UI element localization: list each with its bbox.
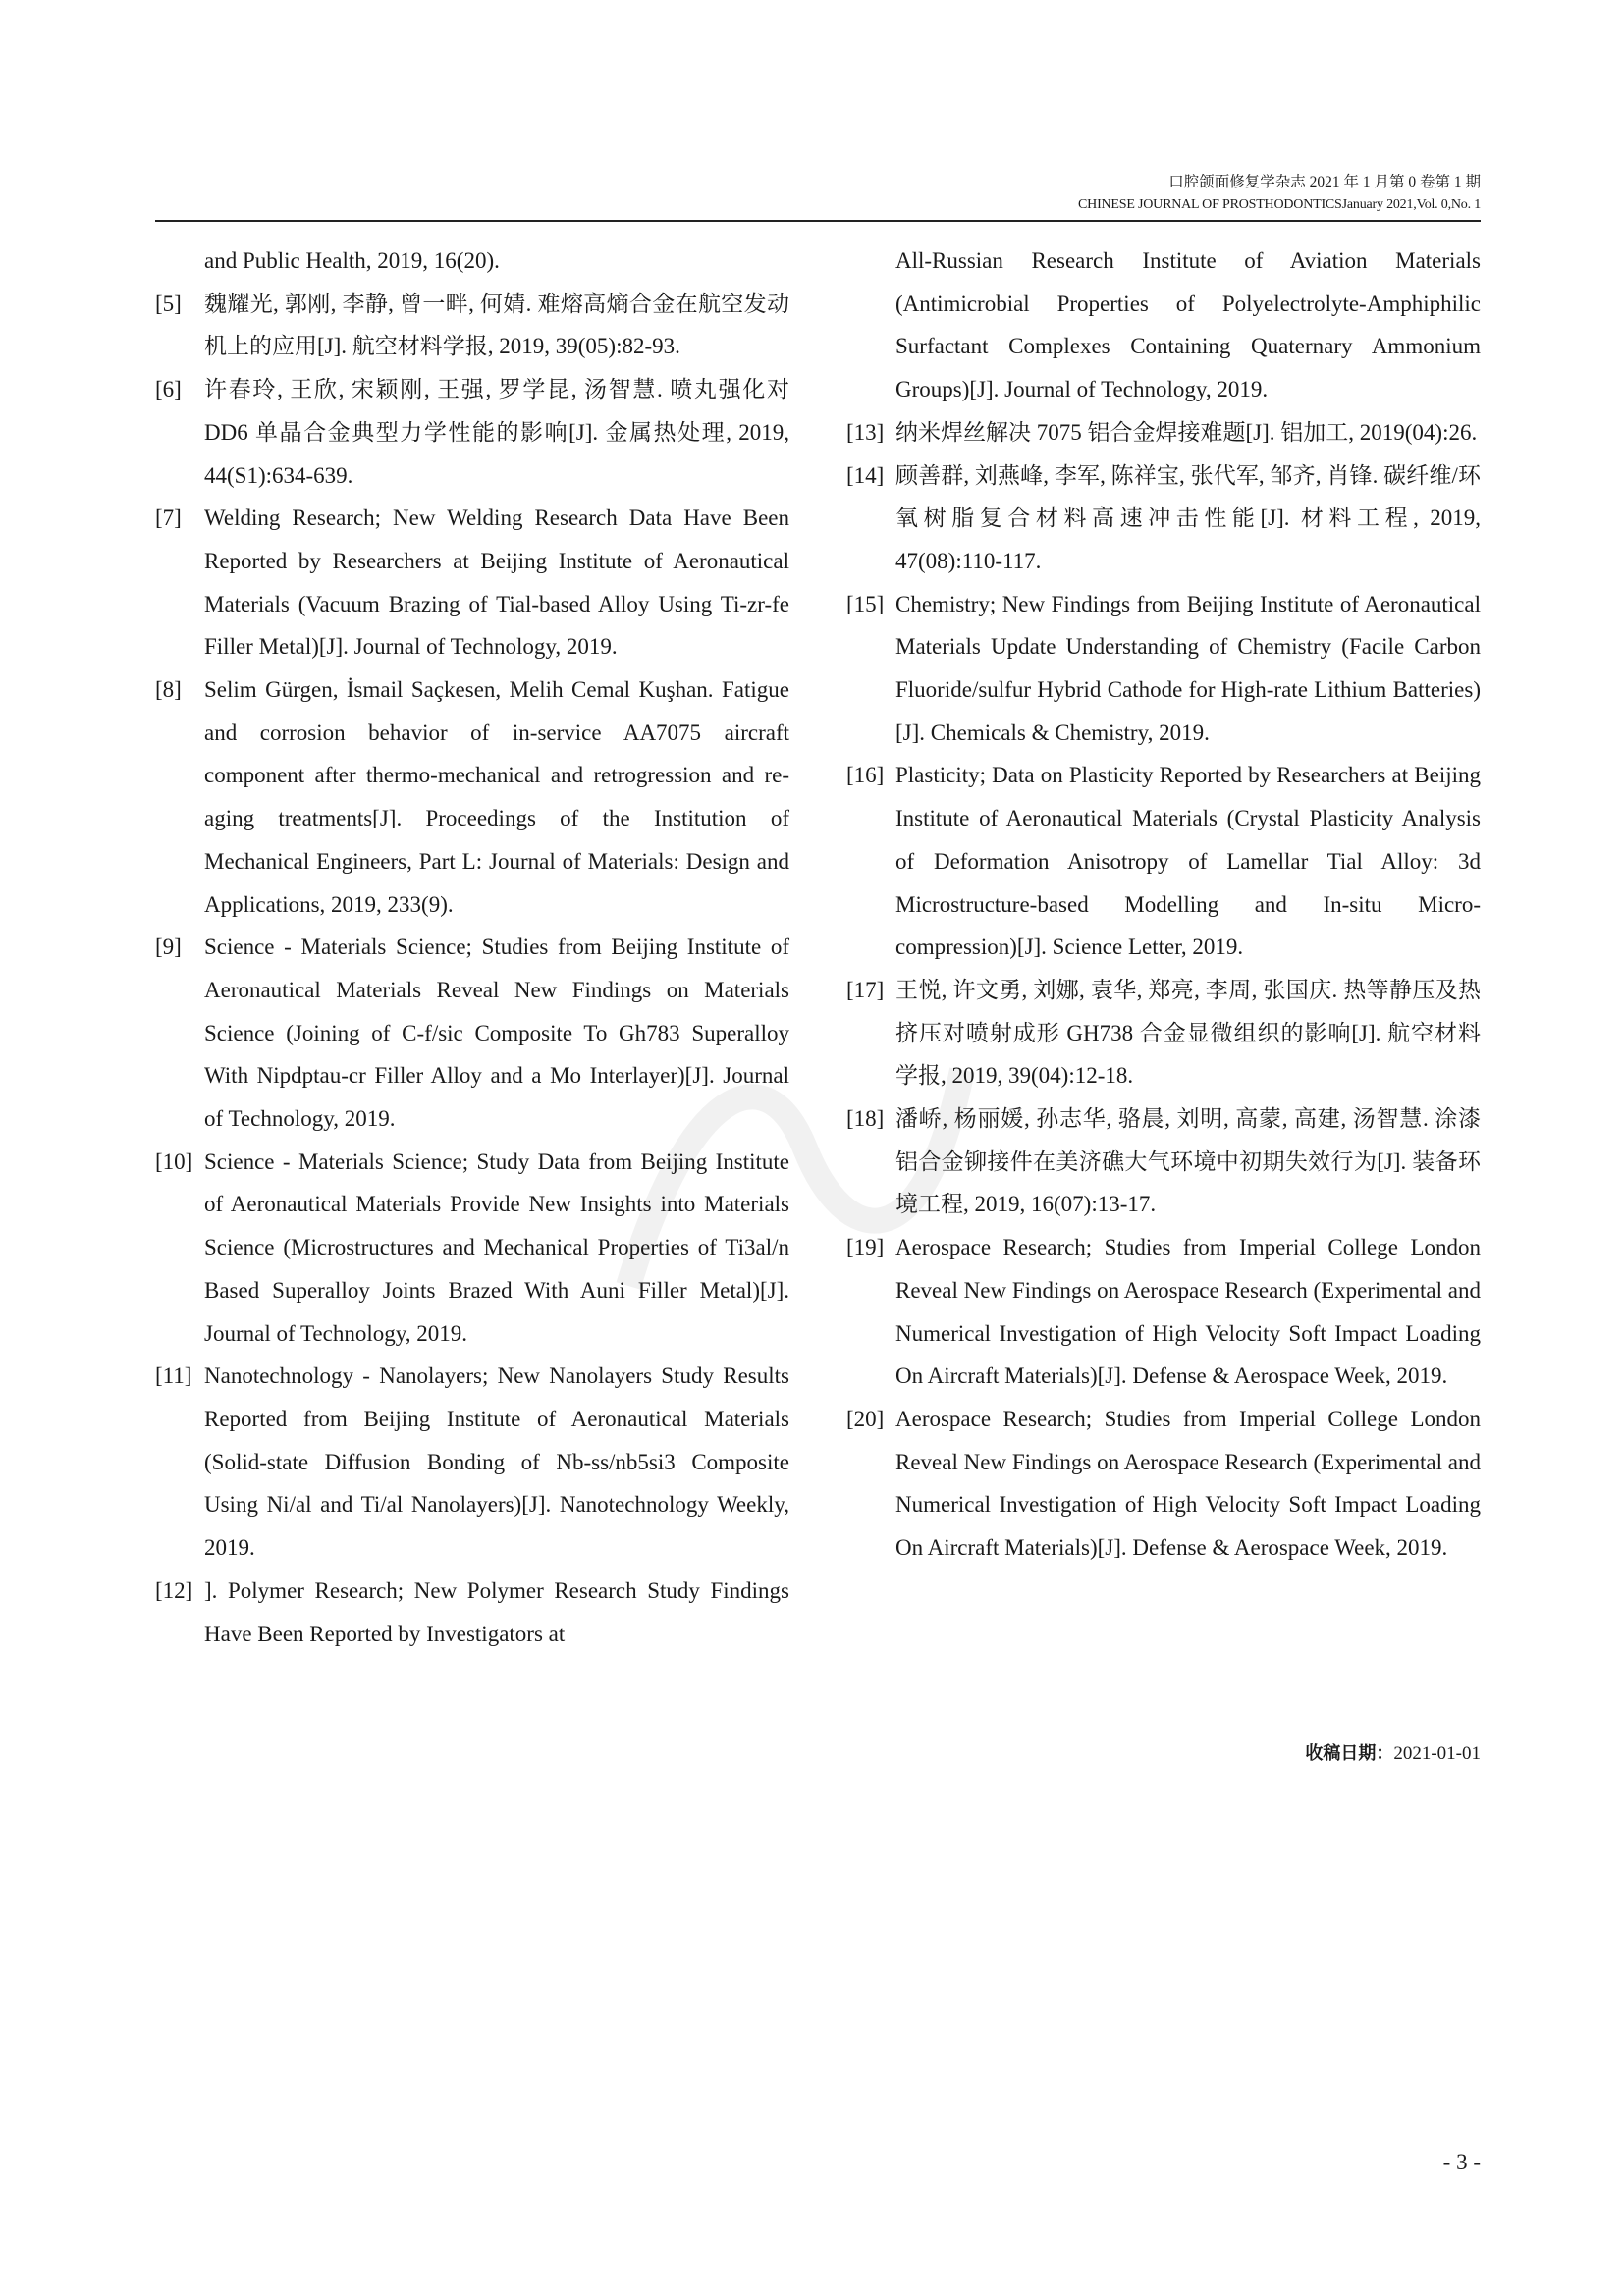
reference-text: Plasticity; Data on Plasticity Reported by Researchers at Beijing Institute of Aeronautical Materials (Crystal Plasticity Analysis of Deformation Anisotropy of Lamellar Tial Alloy: 3d Microstructure-based Modelling and In-situ Micro-compression)[J]. Science Letter, 2019. <box>895 763 1481 960</box>
reference-continuation: and Public Health, 2019, 16(20). <box>204 248 500 273</box>
page-number: - 3 - <box>1442 2150 1481 2174</box>
reference-text: Science - Materials Science; Studies from Beijing Institute of Aeronautical Materials Reveal New Findings on Materials Science (Joining of C-f/sic Composite To Gh783 Superalloy With Nipdptau-cr Filler Alloy and a Mo Interlayer)[J]. Journal of Technology, 2019. <box>204 934 789 1132</box>
reference-number: [17] <box>846 977 885 1002</box>
reference-item <box>155 926 789 1141</box>
reference-number: [19] <box>846 1235 885 1260</box>
reference-item <box>155 1141 789 1356</box>
reference-text: 魏耀光, 郭刚, 李静, 曾一畔, 何婧. 难熔高熵合金在航空发动机上的应用[J]. 航空材料学报, 2019, 39(05):82-93. <box>204 291 789 359</box>
reference-item <box>155 1355 789 1570</box>
reference-number: [6] <box>155 377 182 402</box>
reference-text: ]. Polymer Research; New Polymer Research Study Findings Have Been Reported by Investigators at <box>204 1577 789 1646</box>
reference-text: Nanotechnology - Nanolayers; New Nanolayers Study Results Reported from Beijing Institute of Aeronautical Materials (Solid-state Diffusion Bonding of Nb-ss/nb5si3 Composite Using Ni/al and Ti/al Nanolayers)[J]. Nanotechnology Weekly, 2019. <box>204 1363 789 1561</box>
received-date <box>1305 1739 1481 1765</box>
reference-number: [12] <box>155 1577 193 1603</box>
reference-text: Selim Gürgen, İsmail Saçkesen, Melih Cemal Kuşhan. Fatigue and corrosion behavior of in-service AA7075 aircraft component after thermo-mechanical and retrogression and re-aging treatments[J]. Proceedings of the Institution of Mechanical Engineers, Part L: Journal of Materials: Design and Applications, 2019, 233(9). <box>204 677 789 917</box>
reference-item <box>846 583 1481 755</box>
reference-item <box>155 368 789 497</box>
journal-title-cn: 口腔颌面修复学杂志 2021 年 1 月第 0 卷第 1 期 <box>1168 174 1481 190</box>
reference-text: 顾善群, 刘燕峰, 李军, 陈祥宝, 张代军, 邹齐, 肖锋. 碳纤维/环氧树脂复合材料高速冲击性能[J]. 材料工程, 2019, 47(08):110-117. <box>895 462 1481 573</box>
reference-text: Science - Materials Science; Study Data from Beijing Institute of Aeronautical Materials Provide New Insights into Materials Science (Microstructures and Mechanical Properties of Ti3al/n Based Superalloy Joints Brazed With Auni Filler Metal)[J]. Journal of Technology, 2019. <box>204 1148 789 1346</box>
reference-item <box>846 1097 1481 1226</box>
reference-number: [9] <box>155 934 182 960</box>
reference-text: Aerospace Research; Studies from Imperial College London Reveal New Findings on Aerospace Research (Experimental and Numerical Investigation of High Velocity Soft Impact Loading On Aircraft Materials)[J]. Defense & Aerospace Week, 2019. <box>895 1235 1481 1389</box>
reference-text: Aerospace Research; Studies from Imperial College London Reveal New Findings on Aerospace Research (Experimental and Numerical Investigation of High Velocity Soft Impact Loading On Aircraft Materials)[J]. Defense & Aerospace Week, 2019. <box>895 1406 1481 1561</box>
reference-text: Welding Research; New Welding Research Data Have Been Reported by Researchers at Beijing Institute of Aeronautical Materials (Vacuum Brazing of Tial-based Alloy Using Ti-zr-fe Filler Metal)[J]. Journal of Technology, 2019. <box>204 506 789 660</box>
reference-number: [16] <box>846 763 885 788</box>
received-date-label: 收稿日期： <box>1305 1743 1394 1764</box>
reference-item <box>846 454 1481 583</box>
reference-number: [18] <box>846 1106 885 1132</box>
reference-number: [13] <box>846 419 885 445</box>
reference-number: [8] <box>155 677 182 703</box>
reference-item <box>846 754 1481 969</box>
reference-item <box>846 1398 1481 1570</box>
reference-text: 潘峤, 杨丽媛, 孙志华, 骆晨, 刘明, 高蒙, 高建, 汤智慧. 涂漆铝合金铆接件在美济礁大气环境中初期失效行为[J]. 装备环境工程, 2019, 16(07):13-17. <box>895 1106 1481 1217</box>
reference-number: [14] <box>846 462 885 488</box>
reference-item <box>155 497 789 668</box>
reference-number: [20] <box>846 1406 885 1431</box>
reference-number: [11] <box>155 1363 192 1389</box>
reference-item <box>155 1570 789 1655</box>
references-left-column <box>155 240 789 1655</box>
running-header <box>1078 171 1481 216</box>
reference-text: 许春玲, 王欣, 宋颖刚, 王强, 罗学昆, 汤智慧. 喷丸强化对 DD6 单晶合金典型力学性能的影响[J]. 金属热处理, 2019, 44(S1):634-639. <box>204 377 789 488</box>
reference-item <box>155 668 789 926</box>
reference-number: [7] <box>155 506 182 531</box>
reference-item <box>155 283 789 368</box>
reference-number: [10] <box>155 1148 193 1174</box>
reference-number: [15] <box>846 591 885 616</box>
reference-text: 王悦, 许文勇, 刘娜, 袁华, 郑亮, 李周, 张国庆. 热等静压及热挤压对喷射成形 GH738 合金显微组织的影响[J]. 航空材料学报, 2019, 39(04):12-18. <box>895 977 1481 1089</box>
reference-number: [5] <box>155 291 182 316</box>
journal-title-en: CHINESE JOURNAL OF PROSTHODONTICSJanuary 2021,Vol. 0,No. 1 <box>1078 197 1481 212</box>
reference-item <box>846 1226 1481 1398</box>
reference-continuation: All-Russian Research Institute of Aviation Materials (Antimicrobial Properties of Polyelectrolyte-Amphiphilic Surfactant Complexes Containing Quaternary Ammonium Groups)[J]. Journal of Technology, 2019. <box>895 248 1481 402</box>
reference-text: 纳米焊丝解决 7075 铝合金焊接难题[J]. 铝加工, 2019(04):26. <box>895 419 1478 445</box>
reference-text: Chemistry; New Findings from Beijing Institute of Aeronautical Materials Update Understanding of Chemistry (Facile Carbon Fluoride/sulfur Hybrid Cathode for High-rate Lithium Batteries)[J]. Chemicals & Chemistry, 2019. <box>895 591 1481 745</box>
reference-item <box>846 969 1481 1097</box>
reference-item <box>846 411 1481 454</box>
references-right-column <box>846 240 1481 1570</box>
header-divider <box>155 220 1481 222</box>
received-date-value: 2021-01-01 <box>1393 1743 1481 1764</box>
